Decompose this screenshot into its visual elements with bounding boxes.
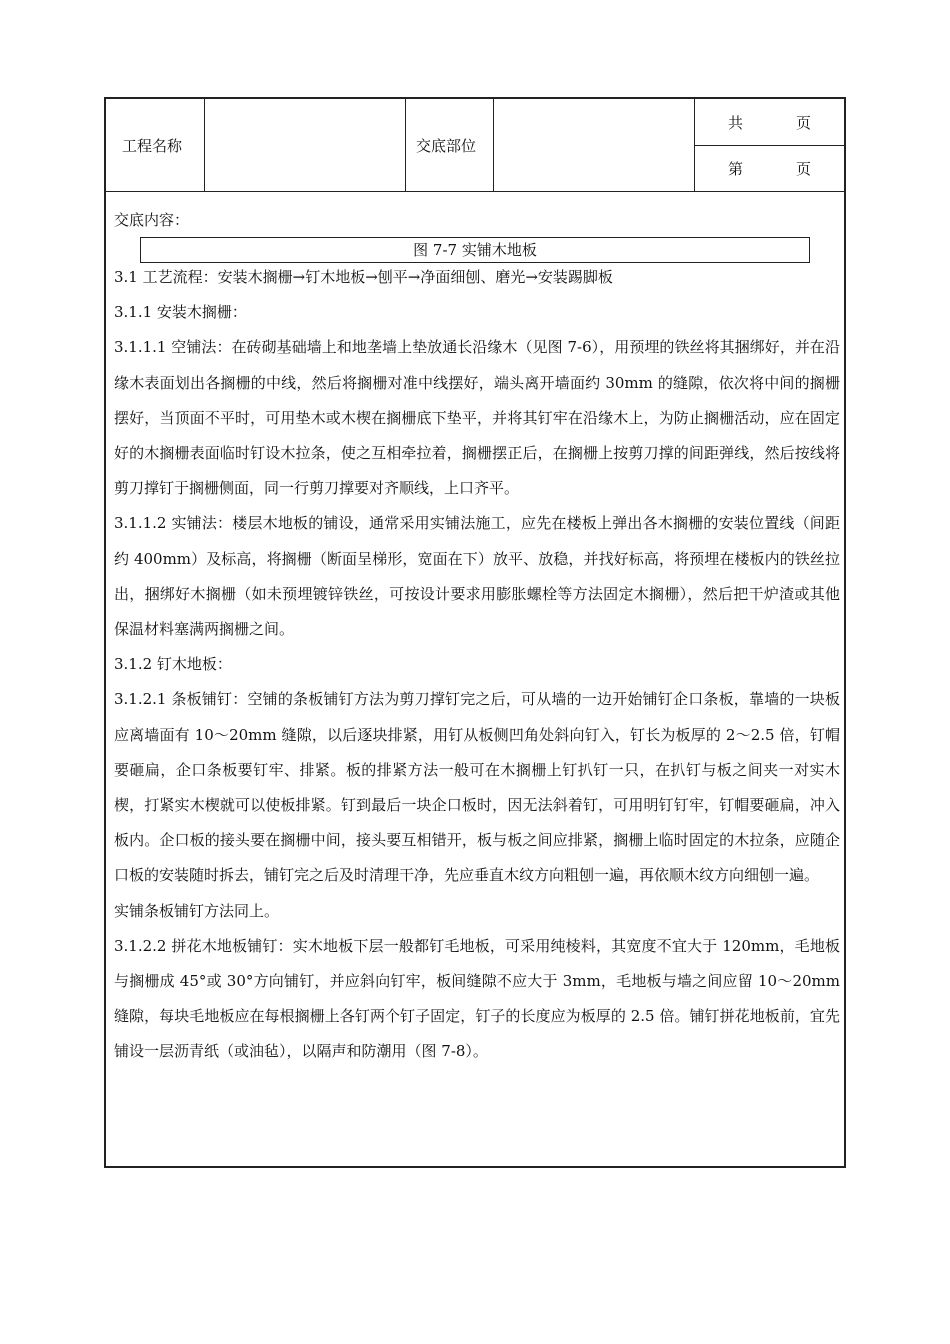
disclosure-form bbox=[104, 97, 846, 1168]
content-label: 交底内容： bbox=[114, 211, 190, 229]
paragraph: 3.1.1.2 实铺法：楼层木地板的铺设，通常采用实铺法施工，应先在楼板上弹出各木搁栅的安装位置线（间距约 400mm）及标高，将搁栅（断面呈梯形，宽面在下）放平、放稳，并找好标高，将预埋在楼板内的铁丝拉出，捆绑好木搁栅（如未预埋镀锌铁丝，可按设计要求用膨胀螺栓等方法固定木搁栅），然后把干炉渣或其他保温材料塞满两搁栅之间。 bbox=[114, 514, 840, 639]
total-pages-unit: 页 bbox=[796, 114, 812, 132]
divider bbox=[204, 99, 205, 191]
divider bbox=[405, 99, 406, 191]
paragraph: 3.1.2.1 条板铺钉：空铺的条板铺钉方法为剪刀撑钉完之后，可从墙的一边开始铺钉企口条板，靠墙的一块板应离墙面有 10～20mm 缝隙，以后逐块排紧，用钉从板侧凹角处斜向钉入，钉长为板厚的 2～2.5 倍，钉帽要砸扁，企口条板要钉牢、排紧。板的排紧方法一般可在木搁栅上钉扒钉一只，在扒钉与板之间夹一对实木楔，打紧实木楔就可以使板排紧。钉到最后一块企口板时，因无法斜着钉，可用明钉钉牢，钉帽要砸扁，冲入板内。企口板的接头要在搁栅中间，接头要互相错开，板与板之间应排紧，搁栅上临时固定的木拉条，应随企口板的安装随时拆去，铺钉完之后及时清理干净，先应垂直木纹方向粗刨一遍，再依顺木纹方向细刨一遍。 bbox=[114, 690, 840, 885]
content-section bbox=[114, 203, 840, 238]
divider bbox=[694, 145, 844, 146]
paragraph: 3.1.2 钉木地板： bbox=[114, 655, 232, 674]
page-number-unit: 页 bbox=[796, 160, 812, 178]
location-label: 交底部位 bbox=[416, 137, 477, 155]
page-number-label: 第 bbox=[728, 160, 744, 178]
body-text bbox=[114, 260, 840, 1070]
paragraph: 3.1.2.2 拼花木地板铺钉：实木地板下层一般都钉毛地板，可采用纯棱料，其宽度不宜大于 120mm，毛地板与搁栅成 45°或 30°方向铺钉，并应斜向钉牢，板间缝隙不应大于 3mm，毛地板与墙之间应留 10～20mm 缝隙，每块毛地板应在每根搁栅上各钉两个钉子固定，钉子的长度应为板厚的 2.5 倍。铺钉拼花地板前，宜先铺设一层沥青纸（或油毡），以隔声和防潮用（图 7-8）。 bbox=[114, 936, 840, 1061]
paragraph: 3.1.1 安装木搁栅： bbox=[114, 303, 247, 322]
paragraph: 3.1 工艺流程：安装木搁栅→钉木地板→刨平→净面细刨、磨光→安装踢脚板 bbox=[114, 268, 613, 286]
divider bbox=[493, 99, 494, 191]
paragraph: 3.1.1.1 空铺法：在砖砌基础墙上和地垄墙上垫放通长沿缘木（见图 7-6），用预埋的铁丝将其捆绑好，并在沿缘木表面划出各搁栅的中线，然后将搁栅对准中线摆好，端头离开墙面约 30mm 的缝隙，依次将中间的搁栅摆好，当顶面不平时，可用垫木或木楔在搁栅底下垫平，并将其钉牢在沿缘木上，为防止搁栅活动，应在固定好的木搁栅表面临时钉设木拉条，使之互相牵拉着，搁栅摆正后，在搁栅上按剪刀撑的间距弹线，然后按线将剪刀撑钉于搁栅侧面，同一行剪刀撑要对齐顺线，上口齐平。 bbox=[114, 338, 840, 498]
project-name-label: 工程名称 bbox=[122, 137, 183, 155]
figure-caption: 图 7-7 实铺木地板 bbox=[140, 237, 810, 263]
total-pages-label: 共 bbox=[728, 114, 744, 132]
form-header bbox=[106, 99, 844, 192]
paragraph: 实铺条板铺钉方法同上。 bbox=[114, 901, 280, 920]
